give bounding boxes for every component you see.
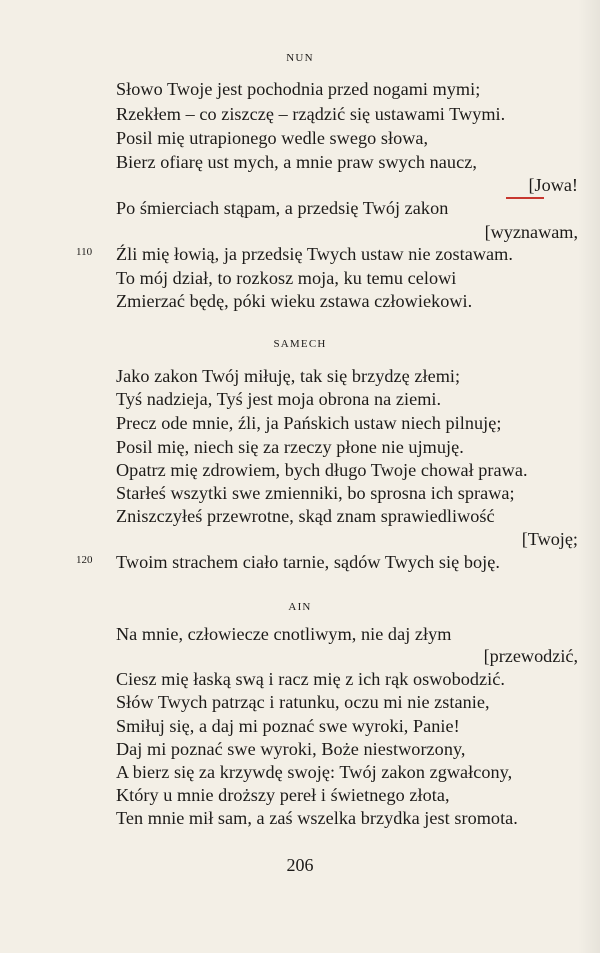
- verse-line: Słowo Twoje jest pochodnia przed nogami mymi;: [116, 79, 481, 99]
- verse-line: Ciesz mię łaską swą i racz mię z ich rąk oswobodzić.: [116, 669, 505, 689]
- verse-line: Jako zakon Twój miłuję, tak się brzydzę złemi;: [116, 366, 461, 386]
- verse-line: Po śmierciach stąpam, a przedsię Twój zakon: [116, 198, 449, 218]
- verse-line: Smiłuj się, a daj mi poznać swe wyroki, Panie!: [116, 716, 460, 736]
- verse-line: Daj mi poznać swe wyroki, Boże niestworzony,: [116, 739, 466, 759]
- section-title-ain: AIN: [288, 601, 312, 613]
- verse-line: Precz ode mnie, źli, ja Pańskich ustaw niech pilnuję;: [116, 413, 502, 433]
- verse-line: To mój dział, to rozkosz moja, ku temu celowi: [116, 268, 457, 288]
- verse-line: Rzekłem – co ziszczę – rządzić się ustawami Twymi.: [116, 104, 506, 124]
- line-number: 110: [76, 246, 93, 258]
- verse-continuation: [Twoję;: [521, 529, 578, 549]
- verse-line: Na mnie, człowiecze cnotliwym, nie daj złym: [116, 624, 452, 644]
- verse-line: Opatrz mię zdrowiem, bych długo Twoje chował prawa.: [116, 460, 528, 480]
- verse-continuation: [wyznawam,: [484, 222, 578, 242]
- verse-line: Który u mnie droższy pereł i świetnego złota,: [116, 785, 450, 805]
- verse-continuation: [przewodzić,: [483, 646, 578, 666]
- verse-line: Twoim strachem ciało tarnie, sądów Twych się boję.: [116, 552, 500, 572]
- verse-line: Źli mię łowią, ja przedsię Twych ustaw nie zostawam.: [116, 244, 513, 264]
- page-number: 206: [286, 855, 314, 875]
- red-pencil-underline: [506, 197, 544, 199]
- verse-line: Tyś nadzieja, Tyś jest moja obrona na ziemi.: [116, 389, 442, 409]
- verse-line: Zniszczyłeś przewrotne, skąd znam sprawiedliwość: [116, 506, 495, 526]
- verse-line: A bierz się za krzywdę swoję: Twój zakon zgwałcony,: [116, 762, 513, 782]
- verse-line: Zmierzać będę, póki wieku zstawa człowiekowi.: [116, 291, 473, 311]
- verse-line: Ten mnie mił sam, a zaś wszelka brzydka jest sromota.: [116, 808, 518, 828]
- page-edge-shadow: [578, 0, 600, 953]
- section-title-samech: SAMECH: [273, 338, 327, 350]
- verse-line: Słów Twych patrząc i ratunku, oczu mi nie zstanie,: [116, 692, 490, 712]
- verse-line: Starłeś wszytki swe zmienniki, bo sprosna ich sprawa;: [116, 483, 515, 503]
- verse-line: Posil mię utrapionego wedle swego słowa,: [116, 128, 429, 148]
- line-number: 120: [76, 554, 93, 566]
- section-title-nun: NUN: [286, 52, 314, 64]
- verse-line: Bierz ofiarę ust mych, a mnie praw swych naucz,: [116, 152, 477, 172]
- verse-line: Posil mię, niech się za rzeczy płone nie ujmuję.: [116, 437, 464, 457]
- verse-continuation: [Jowa!: [528, 175, 578, 195]
